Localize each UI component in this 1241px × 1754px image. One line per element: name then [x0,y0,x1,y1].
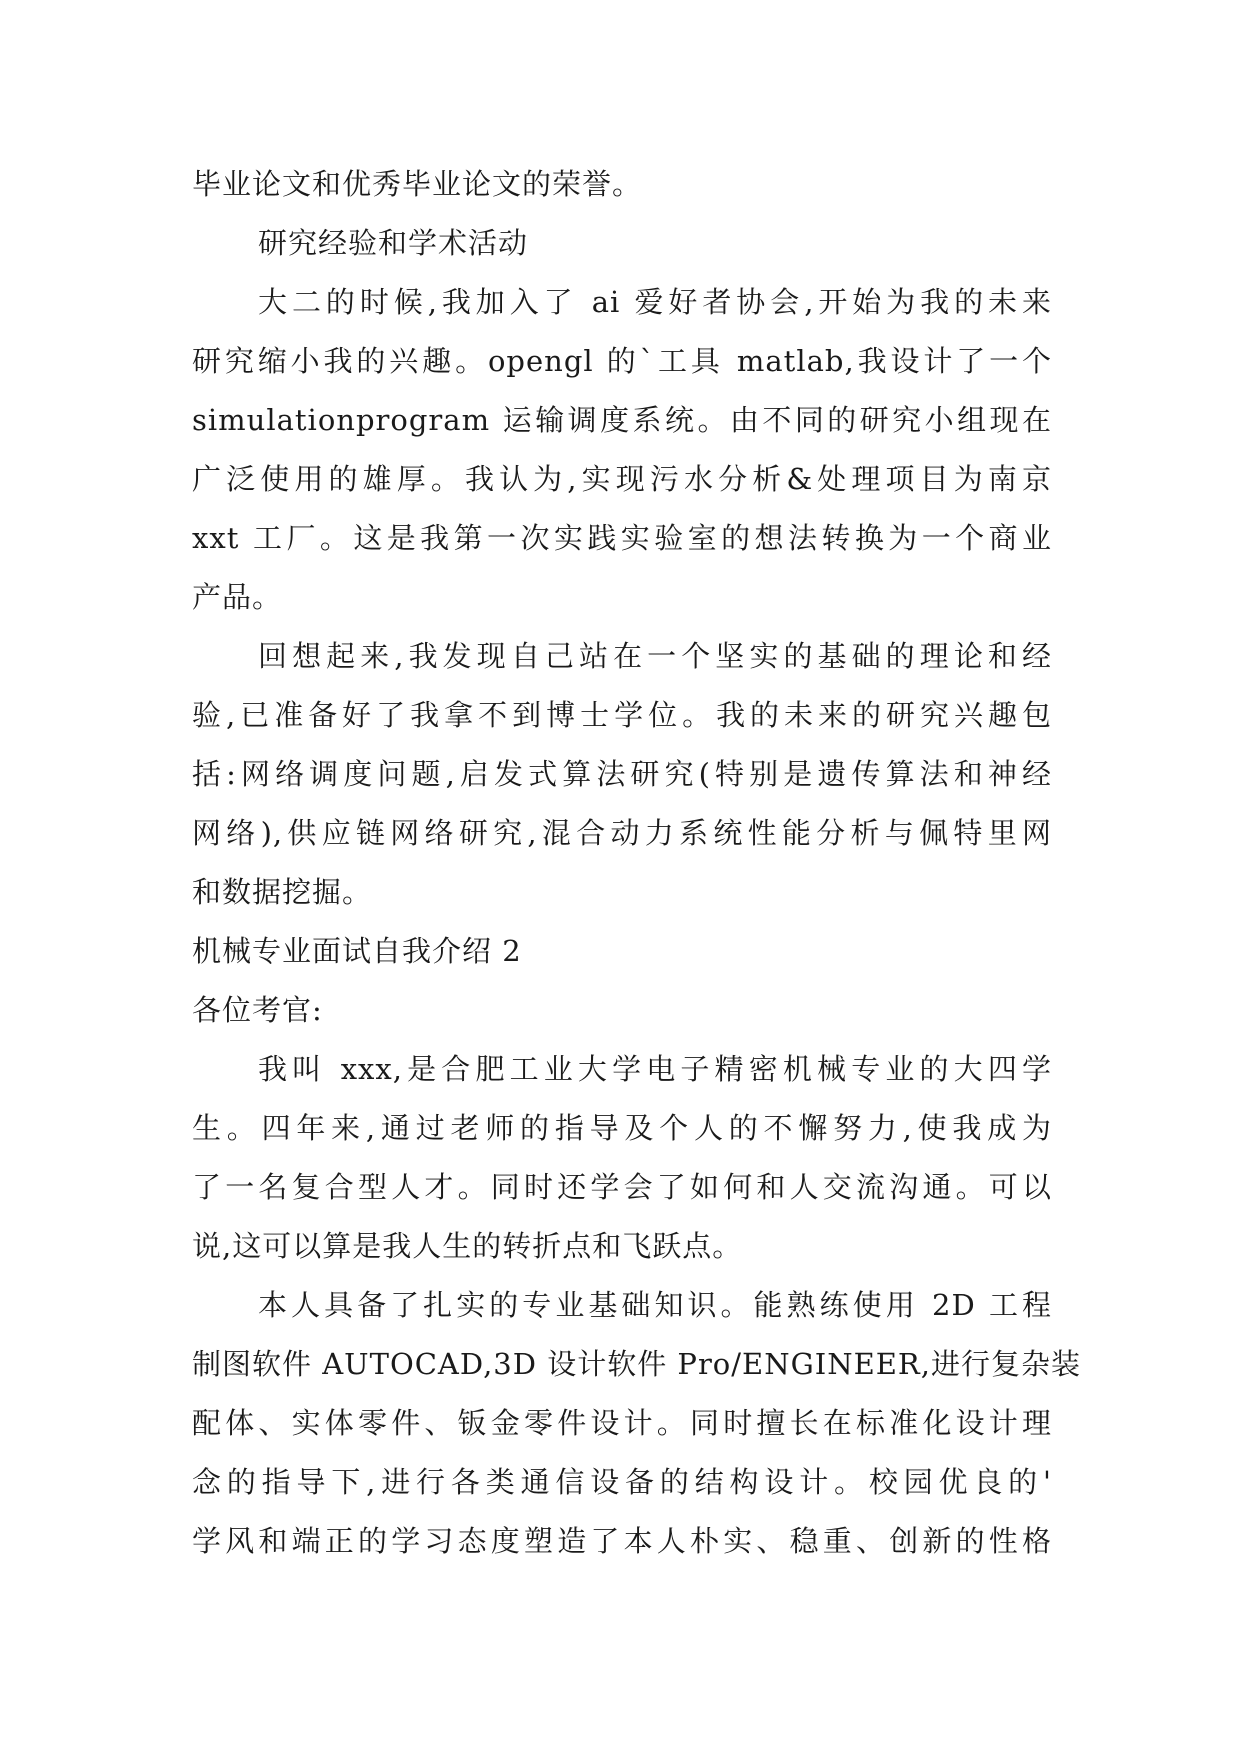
text-line: 本人具备了扎实的专业基础知识。能熟练使用 2D 工程 [258,1288,1052,1322]
text-line: 各位考官: [192,993,323,1027]
text-line: 配体、实体零件、钣金零件设计。同时擅长在标准化设计理 [192,1406,1052,1440]
text-line: 了一名复合型人才。同时还学会了如何和人交流沟通。可以 [192,1170,1052,1204]
text-line: 广泛使用的雄厚。我认为,实现污水分析&处理项目为南京 [192,462,1052,496]
text-line: 大二的时候,我加入了 ai 爱好者协会,开始为我的未来 [258,285,1052,319]
text-line: 验,已准备好了我拿不到博士学位。我的未来的研究兴趣包 [192,698,1052,732]
text-line: 生。四年来,通过老师的指导及个人的不懈努力,使我成为 [192,1111,1052,1145]
text-line: simulationprogram 运输调度系统。由不同的研究小组现在 [192,403,1052,437]
text-line: 研究经验和学术活动 [258,226,529,260]
text-line: 产品。 [192,580,283,614]
text-line: 毕业论文和优秀毕业论文的荣誉。 [192,167,643,201]
text-line: 机械专业面试自我介绍 2 [192,934,522,968]
text-line: 回想起来,我发现自己站在一个坚实的基础的理论和经 [258,639,1052,673]
text-line: 学风和端正的学习态度塑造了本人朴实、稳重、创新的性格 [192,1524,1052,1558]
text-line: 研究缩小我的兴趣。opengl 的`工具 matlab,我设计了一个 [192,344,1052,378]
document-page [192,155,1081,1571]
text-line: xxt 工厂。这是我第一次实践实验室的想法转换为一个商业 [192,521,1052,555]
text-line: 括:网络调度问题,启发式算法研究(特别是遗传算法和神经 [192,757,1052,791]
text-line: 我叫 xxx,是合肥工业大学电子精密机械专业的大四学 [258,1052,1052,1086]
text-line: 说,这可以算是我人生的转折点和飞跃点。 [192,1229,743,1263]
text-line: 网络),供应链网络研究,混合动力系统性能分析与佩特里网 [192,816,1052,850]
text-line: 制图软件 AUTOCAD,3D 设计软件 Pro/ENGINEER,进行复杂装 [192,1347,1081,1381]
text-line: 念的指导下,进行各类通信设备的结构设计。校园优良的' [192,1465,1052,1499]
text-line: 和数据挖掘。 [192,875,373,909]
